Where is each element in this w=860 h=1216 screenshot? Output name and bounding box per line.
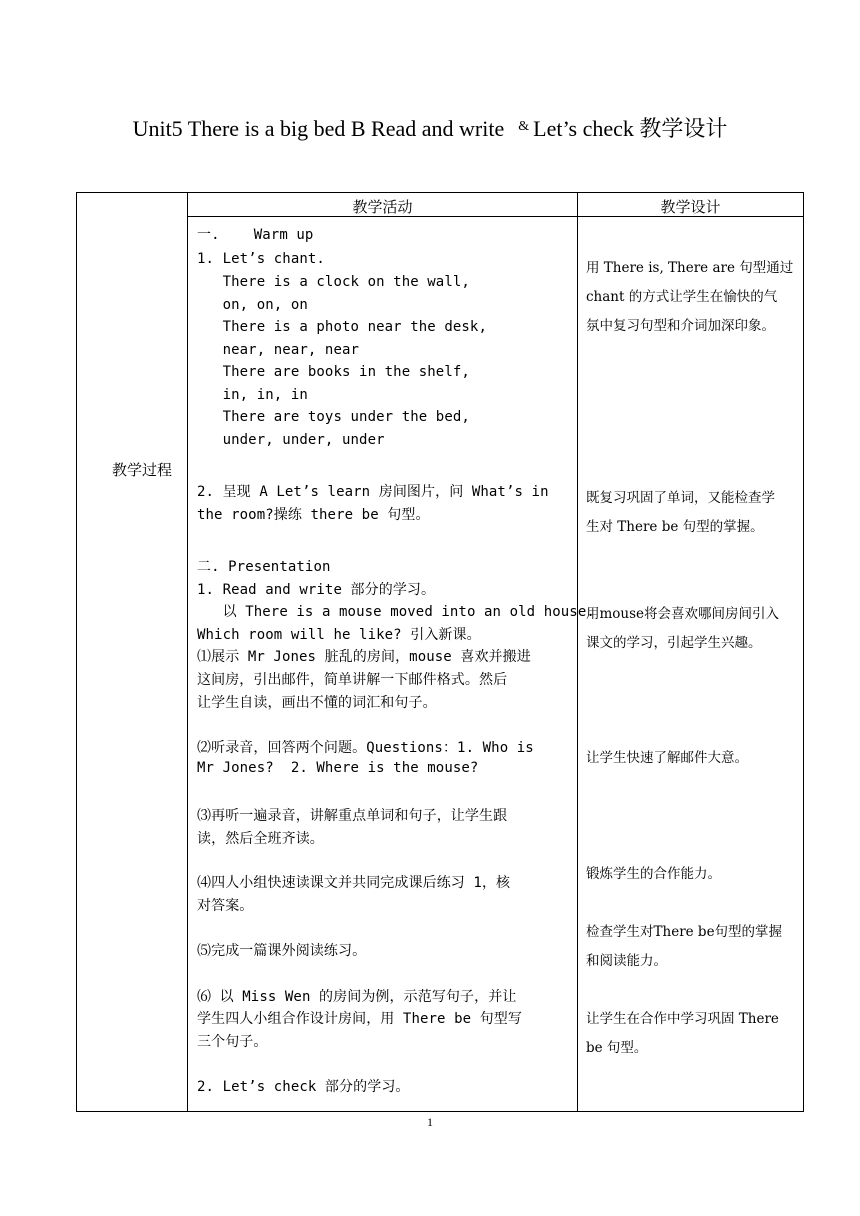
design-line: 生对 There be 句型的掌握。 [586,519,764,535]
activity-line: the room?操练 there be 句型。 [197,507,430,523]
design-line: 课文的学习，引起学生兴趣。 [586,635,762,651]
activity-line: 这间房，引出邮件，简单讲解一下邮件格式。然后 [197,672,508,688]
activity-line: 2. Let’s check 部分的学习。 [197,1079,410,1095]
activity-line: 对答案。 [197,898,254,914]
activity-line: 学生四人小组合作设计房间，用 There be 句型写 [197,1011,522,1027]
activity-line: There is a photo near the desk, [197,319,487,335]
activity-line: 1. Let’s chant. [197,251,325,267]
activity-line: ⑸完成一篇课外阅读练习。 [197,943,367,959]
design-line: chant 的方式让学生在愉快的气 [586,289,778,305]
activity-line: 二. Presentation [197,559,331,575]
activity-line: ⑹ 以 Miss Wen 的房间为例，示范写句子，并让 [197,989,517,1005]
table-border-right [803,192,804,1112]
table-border-bottom [76,1111,804,1112]
design-line: 让学生快速了解邮件大意。 [586,750,748,766]
activity-line: ⑶再听一遍录音，讲解重点单词和句子，让学生跟 [197,808,508,824]
activity-line: 以 There is a mouse moved into an old house. [197,604,595,620]
design-line: 让学生在合作中学习巩固 There [586,1011,779,1027]
activity-line: ⑵听录音，回答两个问题。Questions：1. Who is [197,740,534,756]
activity-line: 2. 呈现 A Let’s learn 房间图片，问 What’s in [197,484,549,500]
activity-line: 让学生自读，画出不懂的词汇和句子。 [197,695,437,711]
design-line: 检查学生对There be句型的掌握 [586,924,783,940]
title-rest: Let’s check 教学设计 [533,116,728,141]
activity-line: 1. Read and write 部分的学习。 [197,582,436,598]
activity-line: There are books in the shelf, [197,364,470,380]
activity-line: There are toys under the bed, [197,409,470,425]
activity-line: under, under, under [197,432,385,448]
activity-line: Mr Jones? 2. Where is the mouse? [197,760,479,776]
title-main: Unit5 There is a big bed B Read and write [132,116,505,141]
activity-line: 读，然后全班齐读。 [197,831,324,847]
design-line: 氛中复习句型和介词加深印象。 [586,318,775,334]
column-divider-2 [577,192,578,1112]
activity-line: in, in, in [197,387,308,403]
design-line: 和阅读能力。 [586,953,667,969]
title-ampersand: & [518,119,530,134]
page-number: 1 [427,1115,433,1129]
page-title [0,112,860,143]
table-border-top [76,192,804,193]
activity-line: 三个句子。 [197,1034,268,1050]
activity-line: ⑷四人小组快速读课文并共同完成课后练习 1，核 [197,875,511,891]
activity-line: near, near, near [197,342,360,358]
activity-line: Which room will he like? 引入新课。 [197,627,481,643]
activity-line: There is a clock on the wall, [197,274,470,290]
header-design: 教学设计 [660,198,721,216]
column-divider-1 [187,192,188,1112]
design-line: 既复习巩固了单词，又能检查学 [586,490,775,506]
header-activity: 教学活动 [352,198,413,216]
activity-line: 一. Warm up [197,227,314,243]
activity-line: ⑴展示 Mr Jones 脏乱的房间，mouse 喜欢并搬进 [197,649,531,665]
table-border-left [76,192,77,1112]
design-line: 锻炼学生的合作能力。 [586,866,721,882]
activity-line: on, on, on [197,297,308,313]
design-line: 用 There is, There are 句型通过 [586,260,794,276]
design-line: be 句型。 [586,1040,648,1056]
design-line: 用mouse将会喜欢哪间房间引入 [586,606,780,622]
side-label: 教学过程 [112,461,173,479]
